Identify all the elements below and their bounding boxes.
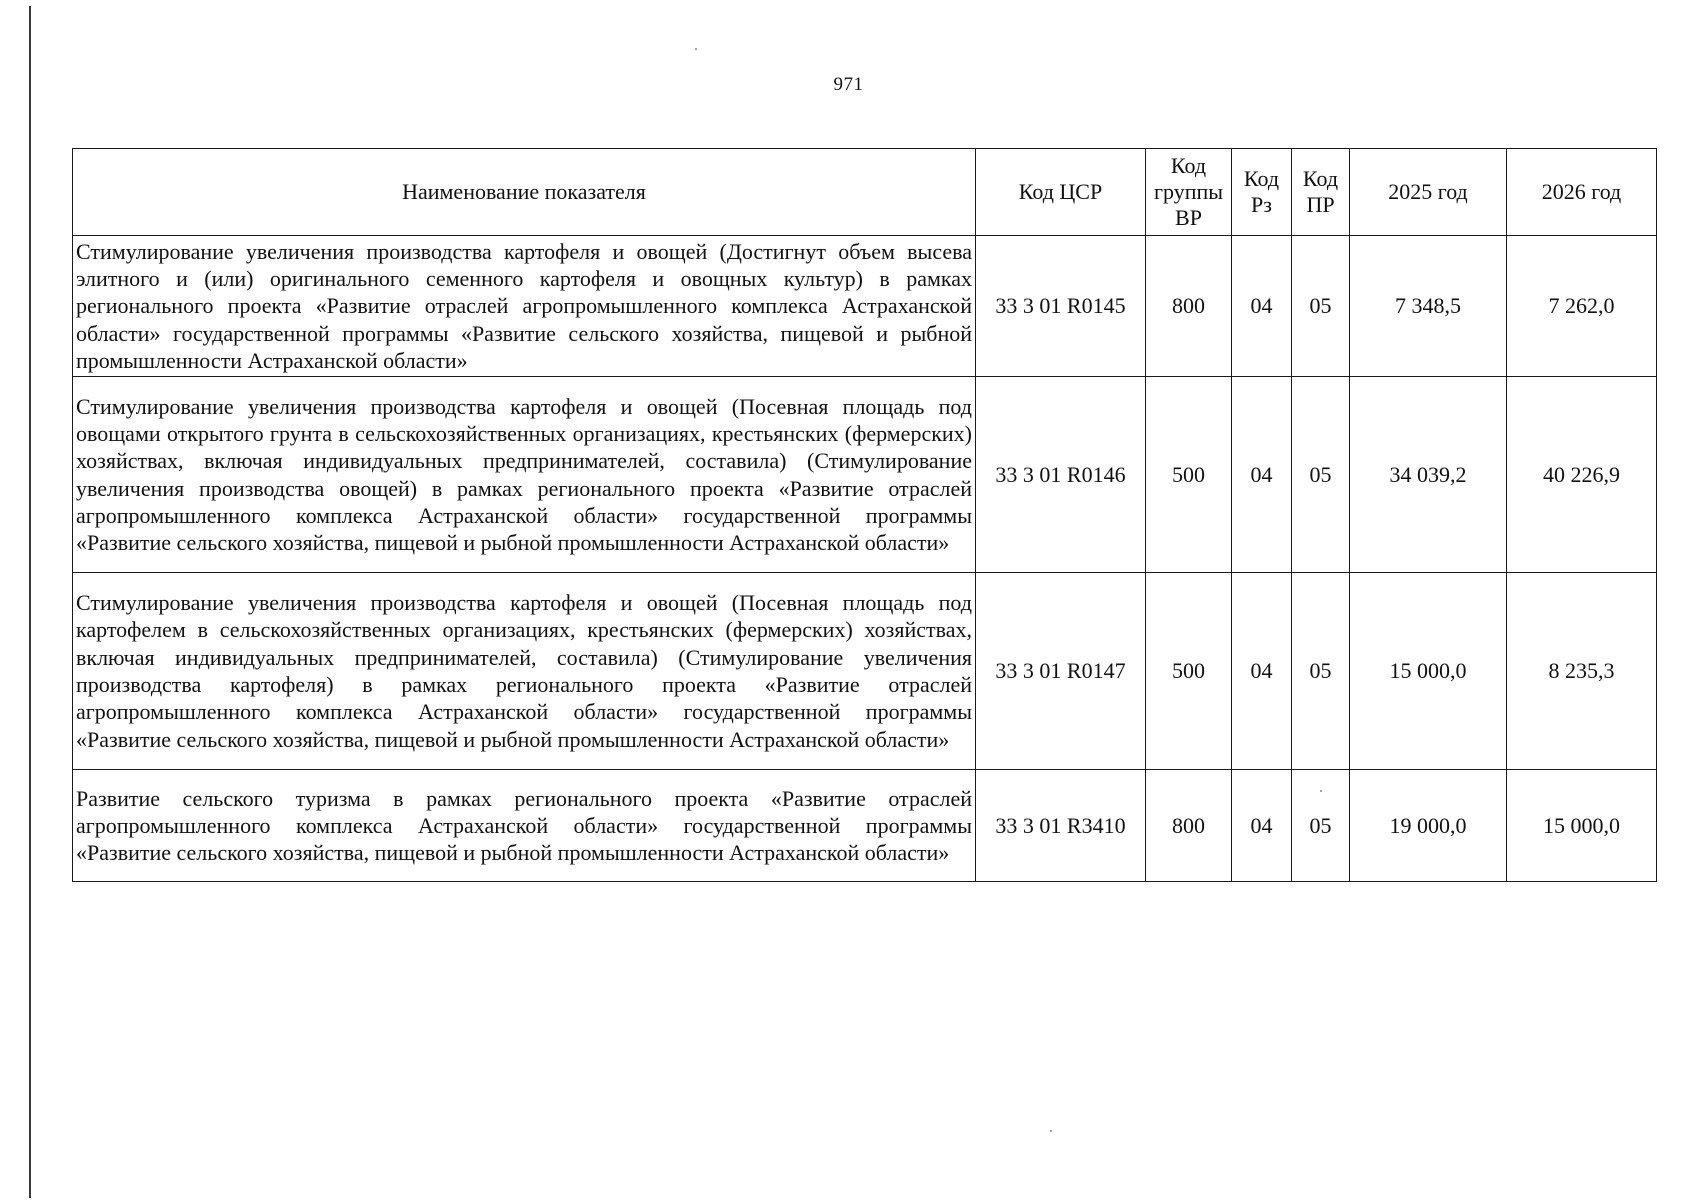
header-name: Наименование показателя — [73, 149, 976, 236]
cell-vr: 800 — [1146, 236, 1232, 377]
scan-speck — [695, 48, 697, 50]
cell-2026: 40 226,9 — [1507, 377, 1657, 573]
cell-vr: 500 — [1146, 573, 1232, 770]
header-vr: Код группы ВР — [1146, 149, 1232, 236]
cell-name: Стимулирование увеличения производства картофеля и овощей (Достигнут объем высева элитного и (или) оригинального семенного картофеля и овощных культур) в рамках регионального проекта «Развитие отраслей агропромышленного комплекса Астраханской области» государственной программы «Развитие сельского хозяйства, пищевой и рыбной промышленности Астраханской области» — [73, 236, 976, 377]
header-pr: Код ПР — [1292, 149, 1350, 236]
table-row — [73, 573, 1657, 770]
header-2025: 2025 год — [1350, 149, 1507, 236]
cell-name: Стимулирование увеличения производства картофеля и овощей (Посевная площадь под картофелем в сельскохозяйственных организациях, крестьянских (фермерских) хозяйствах, включая индивидуальных предпринимателей, составила) (Стимулирование увеличения производства картофеля) в рамках регионального проекта «Развитие отраслей агропромышленного комплекса Астраханской области» государственной программы «Развитие сельского хозяйства, пищевой и рыбной промышленности Астраханской области» — [73, 573, 976, 770]
cell-2025: 34 039,2 — [1350, 377, 1507, 573]
cell-csr: 33 3 01 R0146 — [976, 377, 1146, 573]
cell-2025: 15 000,0 — [1350, 573, 1507, 770]
cell-name: Развитие сельского туризма в рамках регионального проекта «Развитие отраслей агропромышленного комплекса Астраханской области» государственной программы «Развитие сельского хозяйства, пищевой и рыбной промышленности Астраханской области» — [73, 770, 976, 882]
table-row — [73, 770, 1657, 882]
table-row — [73, 236, 1657, 377]
cell-rz: 04 — [1232, 770, 1292, 882]
cell-2026: 15 000,0 — [1507, 770, 1657, 882]
cell-vr: 800 — [1146, 770, 1232, 882]
table-header — [73, 149, 1657, 236]
cell-rz: 04 — [1232, 377, 1292, 573]
page-number: 971 — [833, 74, 864, 95]
header-csr: Код ЦСР — [976, 149, 1146, 236]
cell-csr: 33 3 01 R0147 — [976, 573, 1146, 770]
header-rz: Код Рз — [1232, 149, 1292, 236]
table-row — [73, 377, 1657, 573]
cell-vr: 500 — [1146, 377, 1232, 573]
cell-pr: 05 — [1292, 770, 1350, 882]
cell-csr: 33 3 01 R0145 — [976, 236, 1146, 377]
cell-rz: 04 — [1232, 236, 1292, 377]
cell-rz: 04 — [1232, 573, 1292, 770]
budget-table — [72, 148, 1657, 882]
table-body — [73, 236, 1657, 882]
cell-name: Стимулирование увеличения производства картофеля и овощей (Посевная площадь под овощами открытого грунта в сельскохозяйственных организациях, крестьянских (фермерских) хозяйствах, включая индивидуальных предпринимателей, составила) (Стимулирование увеличения производства овощей) в рамках регионального проекта «Развитие отраслей агропромышленного комплекса Астраханской области» государственной программы «Развитие сельского хозяйства, пищевой и рыбной промышленности Астраханской области» — [73, 377, 976, 573]
header-2026: 2026 год — [1507, 149, 1657, 236]
page-scan-edge — [29, 6, 31, 1198]
cell-pr: 05 — [1292, 377, 1350, 573]
scan-speck — [1050, 1130, 1052, 1132]
cell-2026: 7 262,0 — [1507, 236, 1657, 377]
cell-pr: 05 — [1292, 573, 1350, 770]
cell-2025: 7 348,5 — [1350, 236, 1507, 377]
header-row — [73, 149, 1657, 236]
scan-speck — [1320, 790, 1322, 792]
cell-2026: 8 235,3 — [1507, 573, 1657, 770]
cell-pr: 05 — [1292, 236, 1350, 377]
cell-2025: 19 000,0 — [1350, 770, 1507, 882]
cell-csr: 33 3 01 R3410 — [976, 770, 1146, 882]
